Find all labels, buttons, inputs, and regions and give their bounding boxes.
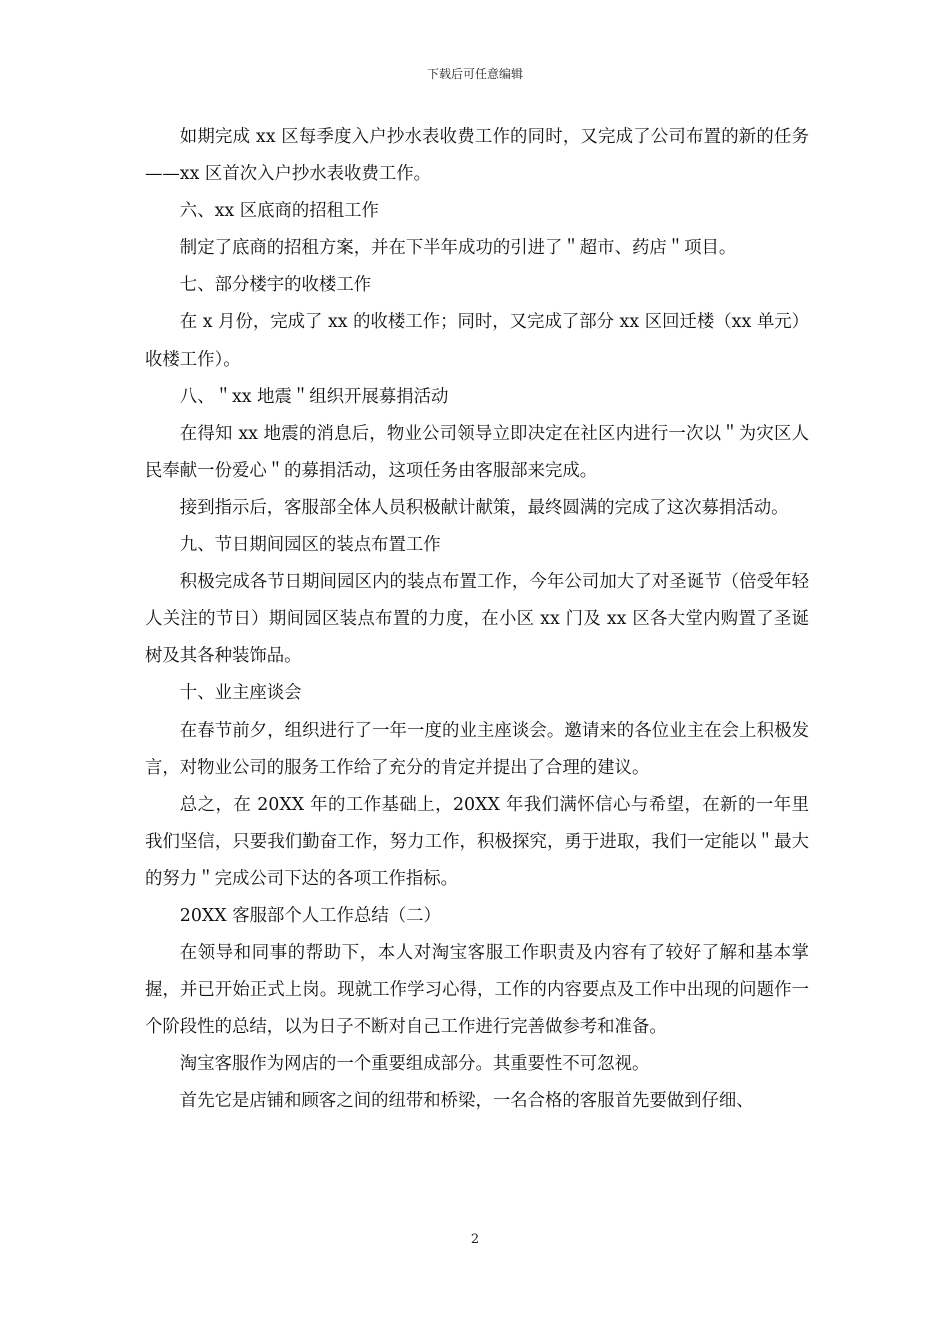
section-heading-6: 六、xx 区底商的招租工作 bbox=[179, 201, 379, 222]
paragraph-1: 如期完成 xx 区每季度入户抄水表收费工作的同时，又完成了公司布置的新的任务——xx 区首次入户抄水表收费工作。 bbox=[145, 127, 809, 185]
paragraph-3: 制定了底商的招租方案，并在下半年成功的引进了＂超市、药店＂项目。 bbox=[179, 238, 737, 259]
paragraph-15: 在领导和同事的帮助下，本人对淘宝客服工作职责及内容有了较好了解和基本掌握，并已开始正式上岗。现就工作学习心得，工作的内容要点及工作中出现的问题作一个阶段性的总结，以为日子不断对自己工作进行完善做参考和准备。 bbox=[145, 943, 809, 1038]
section-heading-9: 九、节日期间园区的装点布置工作 bbox=[179, 535, 441, 556]
paragraph-10: 积极完成各节日期间园区内的装点布置工作，今年公司加大了对圣诞节（倍受年轻人关注的节日）期间园区装点布置的力度，在小区 xx 门及 xx 区各大堂内购置了圣诞树及其各种装饰品。 bbox=[145, 572, 809, 667]
section-heading-8: 八、＂xx 地震＂组织开展募捐活动 bbox=[179, 386, 449, 407]
paragraph-12: 在春节前夕，组织进行了一年一度的业主座谈会。邀请来的各位业主在会上积极发言，对物业公司的服务工作给了充分的肯定并提出了合理的建议。 bbox=[145, 720, 809, 778]
section-heading-10: 十、业主座谈会 bbox=[179, 683, 302, 704]
paragraph-5: 在 x 月份，完成了 xx 的收楼工作；同时，又完成了部分 xx 区回迁楼（xx 单元）收楼工作）。 bbox=[145, 312, 809, 370]
paragraph-7: 在得知 xx 地震的消息后，物业公司领导立即决定在社区内进行一次以＂为灾区人民奉献一份爱心＂的募捐活动，这项任务由客服部来完成。 bbox=[145, 423, 809, 481]
paragraph-13: 总之，在 20XX 年的工作基础上，20XX 年我们满怀信心与希望，在新的一年里我们坚信，只要我们勤奋工作，努力工作，积极探究，勇于进取，我们一定能以＂最大的努力＂完成公司下达的各项工作指标。 bbox=[145, 794, 809, 889]
page-header: 下载后可任意编辑 bbox=[426, 67, 523, 81]
document-body bbox=[145, 119, 809, 1121]
page-number: 2 bbox=[470, 1232, 480, 1247]
paragraph-17: 首先它是店铺和顾客之间的纽带和桥梁，一名合格的客服首先要做到仔细、 bbox=[179, 1091, 754, 1112]
paragraph-8: 接到指示后，客服部全体人员积极献计献策，最终圆满的完成了这次募捐活动。 bbox=[179, 497, 789, 518]
section-heading-7: 七、部分楼宇的收楼工作 bbox=[179, 275, 372, 296]
document-subtitle: 20XX 客服部个人工作总结（二） bbox=[179, 905, 441, 926]
paragraph-16: 淘宝客服作为网店的一个重要组成部分。其重要性不可忽视。 bbox=[179, 1054, 650, 1075]
